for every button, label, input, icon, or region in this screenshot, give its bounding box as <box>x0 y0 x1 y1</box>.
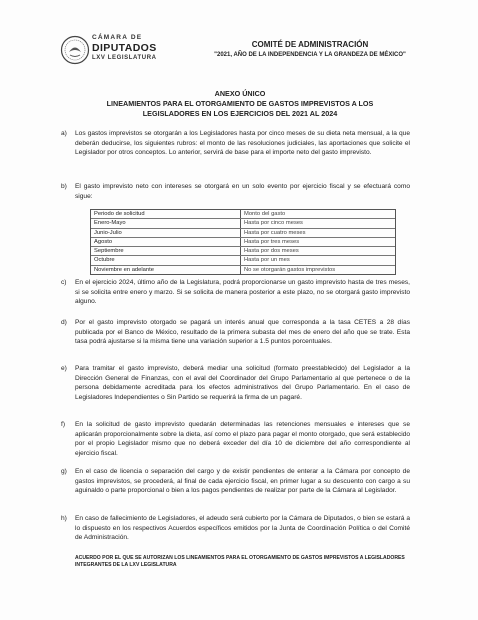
row-amount: Hasta por dos meses <box>244 248 299 255</box>
paragraph-text: El gasto imprevisto neto con intereses se otorgará en un solo evento por ejercicio fiscal y se efectuará como sigue: <box>75 183 410 200</box>
schedule-table <box>90 209 396 275</box>
row-period: Noviembre en adelante <box>91 266 241 274</box>
paragraph-label: f) <box>61 421 66 428</box>
paragraph-h <box>61 514 410 543</box>
paragraph-f <box>61 420 410 458</box>
paragraph-label: a) <box>61 130 67 137</box>
chamber-logo <box>60 33 190 73</box>
paragraph-label: d) <box>61 319 67 326</box>
document-heading <box>80 89 400 119</box>
header-amount: Monto del gasto <box>244 211 286 217</box>
paragraph-label: c) <box>61 279 67 286</box>
paragraph-text: En el ejercicio 2024, último año de la Legislatura, podrá proporcionarse un gasto imprevisto hasta de tres meses, si se solicita entre enero y marzo. Si se solicita de manera posterior a este plazo, no se otorgará gasto imprevisto alguno. <box>75 279 410 306</box>
paragraph-a <box>61 129 410 158</box>
table-header-row <box>91 210 395 218</box>
logo-line2: DIPUTADOS <box>92 41 157 54</box>
paragraph-text: Por el gasto imprevisto otorgado se pagará un interés anual que corresponda a la tasa CETES a 28 días publicada por el Banco de México, resultado de la primera subasta del mes de enero del año que se trate. Esta tasa podrá ajustarse si la misma tiene una variación superior a 1.5 puntos porcentuales. <box>75 319 410 346</box>
paragraph-g <box>61 467 410 496</box>
row-period: Junio-Julio <box>91 229 241 237</box>
paragraph-c <box>61 278 410 307</box>
row-period: Enero-Mayo <box>91 219 241 227</box>
logo-line3: LXV LEGISLATURA <box>92 55 157 61</box>
paragraph-text: En el caso de licencia o separación del cargo y de existir pendientes de enterar a la Cámara por concepto de gastos imprevistos, se procederá, al final de cada ejercicio fiscal, en primer lugar a su descuento con cargo a su aguinaldo o parte proporcional o bien a los pagos pendientes de realizar por parte de la Cámara al Legislador. <box>75 468 410 495</box>
committee-motto: "2021, AÑO DE LA INDEPENDENCIA Y LA GRANDEZA DE MÉXICO" <box>214 52 406 58</box>
row-period: Octubre <box>91 256 241 264</box>
table-row <box>91 255 395 264</box>
header-period: Periodo de solicitud <box>91 210 241 218</box>
row-amount: Hasta por tres meses <box>244 238 300 245</box>
seal-icon <box>60 35 90 65</box>
logo-line1: CÁMARA DE <box>92 34 143 41</box>
paragraph-text: En caso de fallecimiento de Legisladores, el adeudo será cubierto por la Cámara de Diputados, o bien se estará a lo dispuesto en los respectivos Acuerdos específicos emitidos por la Junta de Coordinación Política o del Comité de Administración. <box>75 515 410 542</box>
footer-note: ACUERDO POR EL QUE SE AUTORIZAN LOS LINEAMIENTOS PARA EL OTORGAMIENTO DE GASTOS IMPREVISTOS A LEGISLADORES INTEGRANTES DE LA LXV LEGISLATURA <box>75 555 405 568</box>
paragraph-text: Los gastos imprevistos se otorgarán a los Legisladores hasta por cinco meses de su dieta neta mensual, a la que deberán deducirse, los siguientes rubros: el monto de las resoluciones judiciales, las aportaciones que solicite el Legislador por otros conceptos. Lo anterior, servirá de base para el importe neto del gasto imprevisto. <box>75 130 410 157</box>
title-line2: LEGISLADORES EN LOS EJERCICIOS DEL 2021 AL 2024 <box>142 109 338 118</box>
table-row <box>91 228 395 237</box>
committee-title: COMITÉ DE ADMINISTRACIÓN <box>251 40 369 49</box>
paragraph-label: g) <box>61 468 67 475</box>
paragraph-label: h) <box>61 515 67 522</box>
paragraph-text: En la solicitud de gasto imprevisto quedarán determinadas las retenciones mensuales e intereses que se aplicarán proporcionalmente sobre la dieta, así como el plazo para pagar el monto otorgado, que será establecido por el propio Legislador mismo que no deberá exceder del día 10 de diciembre del año correspondiente al ejercicio fiscal. <box>75 421 410 457</box>
table-row <box>91 246 395 255</box>
row-amount: Hasta por un mes <box>244 257 290 264</box>
table-row <box>91 237 395 246</box>
paragraph-text: Para tramitar el gasto imprevisto, deberá mediar una solicitud (formato preestablecido) del Legislador a la Dirección General de Finanzas, con el aval del Coordinador del Grupo Parlamentario al que pertenece o de la persona debidamente acreditada para los efectos administrativos del Grupo Parlamentario. En el caso de Legisladores Independientes o Sin Partido se requerirá la firma de un pagaré. <box>75 365 410 401</box>
paragraph-b <box>61 182 410 201</box>
row-amount: Hasta por cuatro meses <box>244 229 306 236</box>
row-amount: Hasta por cinco meses <box>244 220 303 227</box>
paragraph-e <box>61 364 410 402</box>
title-line1: LINEAMIENTOS PARA EL OTORGAMIENTO DE GASTOS IMPREVISTOS A LOS <box>106 99 374 108</box>
row-period: Agosto <box>91 238 241 246</box>
row-period: Septiembre <box>91 247 241 255</box>
paragraph-label: b) <box>61 183 67 190</box>
row-amount: No se otorgarán gastos imprevistos <box>244 266 336 273</box>
annex-title: ANEXO ÚNICO <box>214 89 266 98</box>
committee-header <box>205 40 415 58</box>
paragraph-label: e) <box>61 365 67 372</box>
table-row <box>91 265 395 274</box>
table-row <box>91 218 395 227</box>
paragraph-d <box>61 318 410 347</box>
